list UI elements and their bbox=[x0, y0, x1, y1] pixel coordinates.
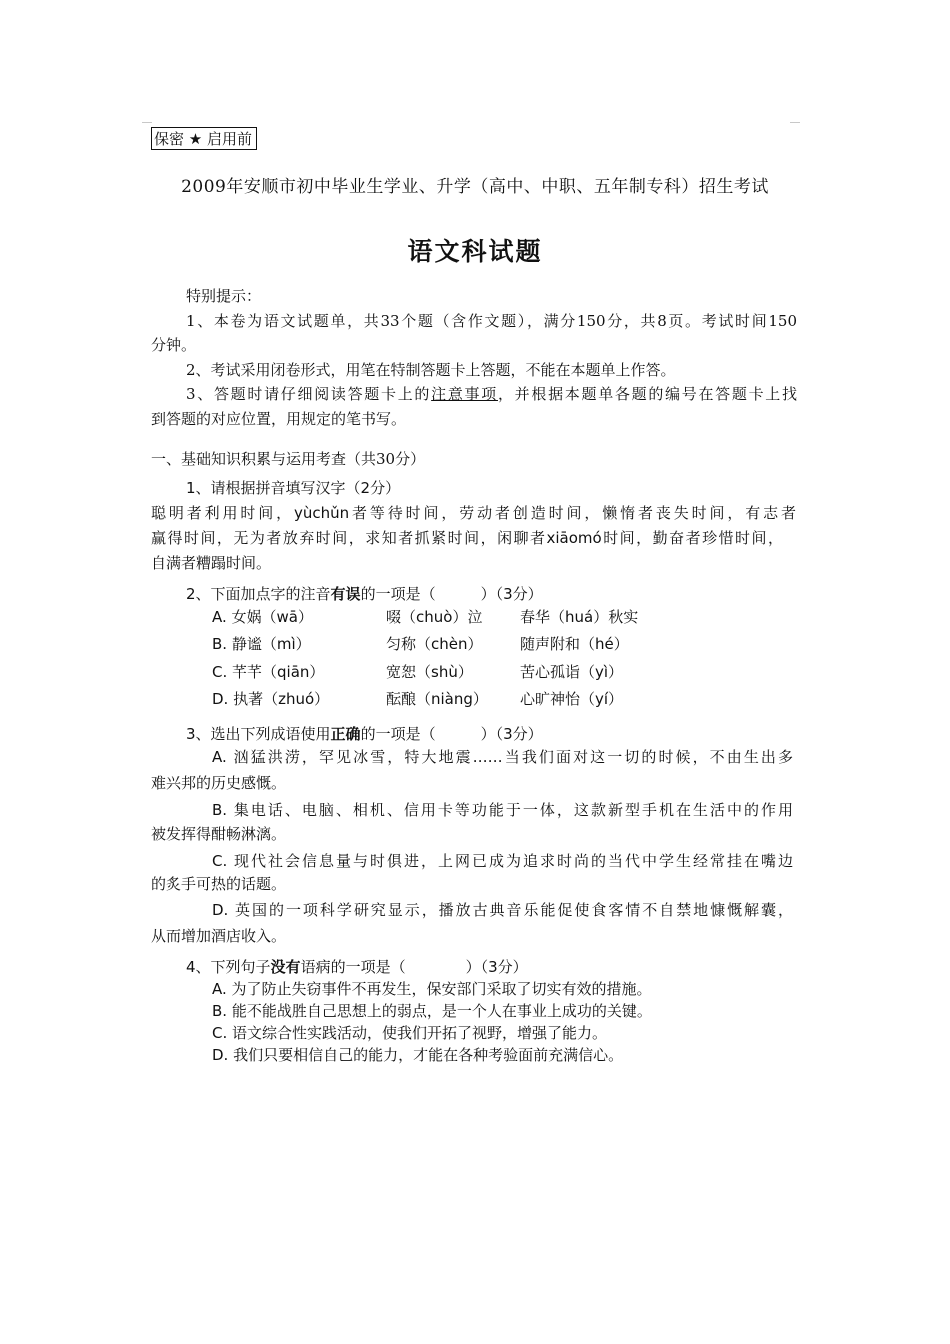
notice-item-2: 2、考试采用闭卷形式，用笔在特制答题卡上答题，不能在本题单上作答。 bbox=[186, 361, 676, 379]
q2-stem bbox=[186, 584, 543, 604]
q2-option-b-col3: 随声附和（hé） bbox=[520, 635, 629, 653]
section-1-heading: 一、基础知识积累与运用考查（共30分） bbox=[151, 450, 426, 468]
notice-item-1: 1、本卷为语文试题单，共33个题（含作文题），满分150分，共8页。考试时间150 bbox=[186, 312, 797, 330]
q3-stem bbox=[186, 724, 543, 744]
q2-option-d-col1: D. 执著（zhuó） bbox=[212, 690, 330, 708]
q3-option-b-cont: 被发挥得酣畅淋漓。 bbox=[151, 825, 287, 843]
page-title: 语文科试题 bbox=[407, 237, 543, 266]
q1-stem: 1、请根据拼音填写汉字（2分） bbox=[186, 479, 401, 497]
crop-mark-top-right bbox=[790, 122, 800, 123]
q3-option-c-cont: 的炙手可热的话题。 bbox=[151, 875, 287, 893]
q3-stem-post: 的一项是（ ）（3分） bbox=[360, 725, 543, 743]
q2-option-a-col2: 啜（chuò）泣 bbox=[386, 608, 483, 626]
exam-subtitle: 2009年安顺市初中毕业生学业、升学（高中、中职、五年制专科）招生考试 bbox=[181, 177, 769, 197]
q4-stem bbox=[186, 957, 528, 977]
q4-stem-pre: 4、下列句子 bbox=[186, 958, 271, 976]
q3-stem-bold: 正确 bbox=[330, 725, 361, 743]
q4-stem-bold: 没有 bbox=[270, 958, 301, 976]
confidential-stamp: 保密 ★ 启用前 bbox=[151, 127, 257, 150]
q4-option-a: A. 为了防止失窃事件不再发生，保安部门采取了切实有效的措施。 bbox=[212, 980, 652, 998]
q2-option-a-col3: 春华（huá）秋实 bbox=[520, 608, 639, 626]
q2-stem-post: 的一项是（ ）（3分） bbox=[360, 585, 543, 603]
notice-heading: 特别提示： bbox=[186, 287, 262, 305]
q3-option-a: A. 汹猛洪涝，罕见冰雪，特大地震……当我们面对这一切的时候，不由生出多 bbox=[212, 748, 793, 766]
q2-option-c-col1: C. 芊芊（qiān） bbox=[212, 663, 325, 681]
q2-option-c-col3: 苦心孤诣（yì） bbox=[520, 663, 624, 681]
notice-item-3 bbox=[186, 384, 797, 404]
q2-stem-bold: 有误 bbox=[330, 585, 361, 603]
notice-item-3-cont: 到答题的对应位置，用规定的笔书写。 bbox=[151, 410, 407, 428]
q3-stem-pre: 3、选出下列成语使用 bbox=[186, 725, 331, 743]
notice-item-3-underlined: 注意事项 bbox=[431, 385, 498, 403]
q2-option-b-col2: 匀称（chèn） bbox=[386, 635, 483, 653]
q2-option-a-col1: A. 女娲（wā） bbox=[212, 608, 313, 626]
q4-option-b: B. 能不能战胜自己思想上的弱点，是一个人在事业上成功的关键。 bbox=[212, 1002, 652, 1020]
q4-option-c: C. 语文综合性实践活动，使我们开拓了视野，增强了能力。 bbox=[212, 1024, 608, 1042]
q1-passage-line-1: 聪明者利用时间，yùchǔn者等待时间，劳动者创造时间，懒惰者丧失时间，有志者 bbox=[151, 504, 796, 522]
q2-option-d-col3: 心旷神怡（yí） bbox=[520, 690, 624, 708]
q4-stem-post: 语病的一项是（ ）（3分） bbox=[300, 958, 528, 976]
crop-mark-top-left bbox=[142, 122, 152, 123]
q3-option-a-cont: 难兴邦的历史感慨。 bbox=[151, 774, 287, 792]
q2-stem-pre: 2、下面加点字的注音 bbox=[186, 585, 331, 603]
notice-item-3-post: ，并根据本题单各题的编号在答题卡上找 bbox=[497, 385, 797, 403]
q1-passage-line-2: 赢得时间，无为者放弃时间，求知者抓紧时间，闲聊者xiāomó时间，勤奋者珍惜时间， bbox=[151, 529, 783, 547]
q3-option-d: D. 英国的一项科学研究显示，播放古典音乐能促使食客情不自禁地慷慨解囊， bbox=[212, 901, 793, 919]
q1-passage-line-3: 自满者糟蹋时间。 bbox=[151, 554, 272, 572]
q3-option-b: B. 集电话、电脑、相机、信用卡等功能于一体，这款新型手机在生活中的作用 bbox=[212, 801, 793, 819]
q4-option-d: D. 我们只要相信自己的能力，才能在各种考验面前充满信心。 bbox=[212, 1046, 624, 1064]
q2-option-c-col2: 宽恕（shù） bbox=[386, 663, 473, 681]
notice-item-1-cont: 分钟。 bbox=[151, 336, 197, 354]
q3-option-d-cont: 从而增加酒店收入。 bbox=[151, 927, 287, 945]
q3-option-c: C. 现代社会信息量与时俱进，上网已成为追求时尚的当代中学生经常挂在嘴边 bbox=[212, 852, 793, 870]
notice-item-3-pre: 3、答题时请仔细阅读答题卡上的 bbox=[186, 385, 432, 403]
q2-option-b-col1: B. 静谧（mì） bbox=[212, 635, 311, 653]
q2-option-d-col2: 酝酿（niàng） bbox=[386, 690, 488, 708]
